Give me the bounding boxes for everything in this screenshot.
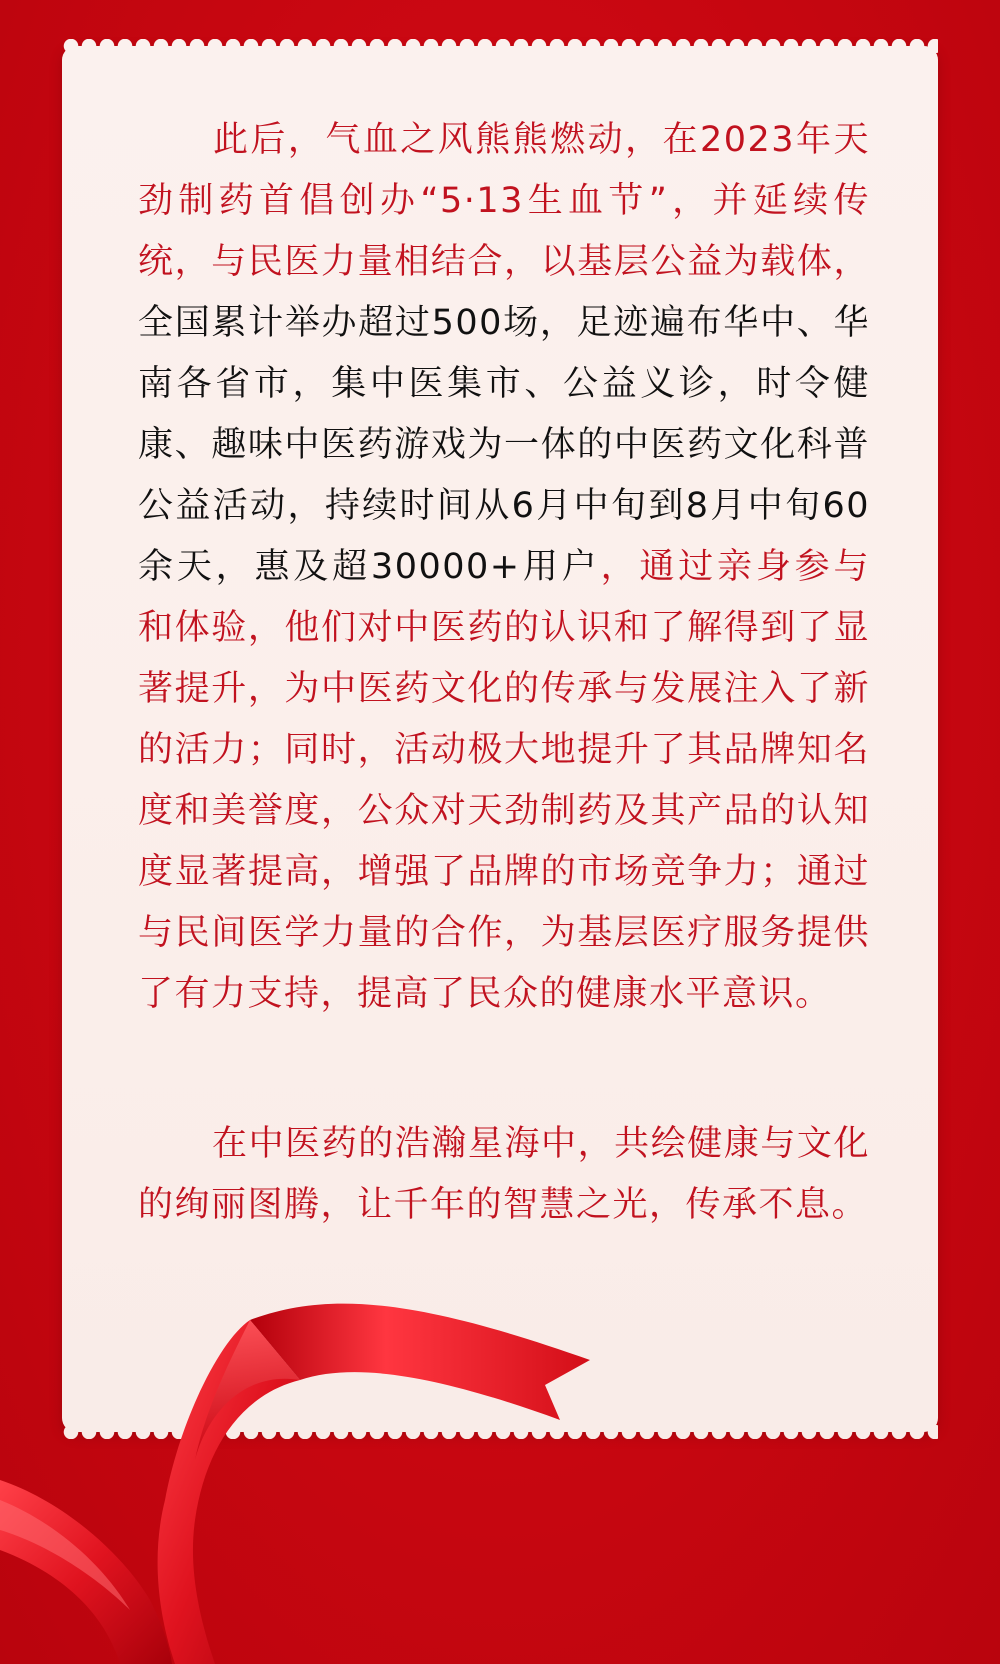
paragraph-1 (138, 110, 870, 1025)
paragraph-2-text: 在中医药的浩瀚星海中，共绘健康与文化的绚丽图腾，让千年的智慧之光，传承不息。 (138, 1124, 870, 1225)
ribbon-tail (250, 1304, 590, 1420)
paragraph-1-black-body: 全国累计举办超过500场，足迹遍布华中、华南各省市，集中医集市、公益义诊，时令健康、趣味中医药游戏为一体的中医药文化科普公益活动，持续时间从6月中旬到8月中旬60余天，惠及超30000+用户 (138, 303, 870, 587)
paragraph-2 (138, 1114, 870, 1236)
paper-scalloped-top-edge (62, 39, 938, 53)
paragraph-1-red-conclusion: ，通过亲身参与和体验，他们对中医药的认识和了解得到了显著提升，为中医药文化的传承与发展注入了新的活力；同时，活动极大地提升了其品牌知名度和美誉度，公众对天劲制药及其产品的认知度显著提高，增强了品牌的市场竞争力；通过与民间医学力量的合作，为基层医疗服务提供了有力支持，提高了民众的健康水平意识。 (138, 547, 870, 1014)
red-ribbon-decoration (0, 1300, 600, 1664)
paragraph-1-red-intro: 此后，气血之风熊熊燃动，在2023年天劲制药首倡创办“5·13生血节”，并延续传统，与民医力量相结合，以基层公益为载体， (138, 120, 870, 282)
